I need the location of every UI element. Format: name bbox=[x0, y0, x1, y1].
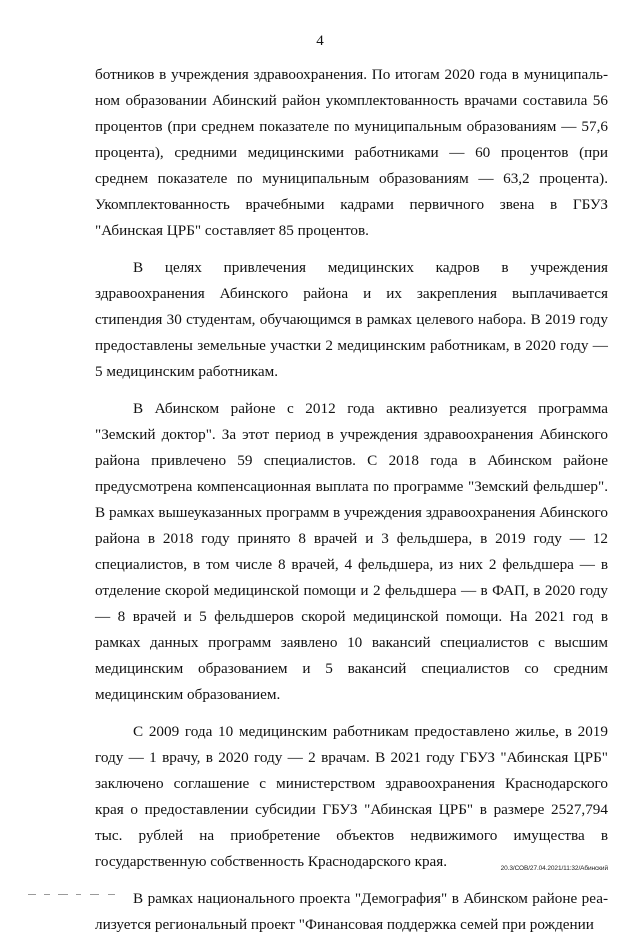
document-registration-code: 20.3/СОВ/27.04.2021/11:32/Абинский bbox=[500, 865, 608, 872]
paragraph-housing: С 2009 года 10 медицинским работникам предоставлено жилье, в 2019 году — 1 врачу, в 2020 году — 2 врачам. В 2021 году ГБУЗ "Абинская ЦРБ" заключено соглашение с министерством здравоохранения Краснодарского края о предоставлении субсидии ГБУЗ "Абинская ЦРБ" в размере 2527,794 тыс. рублей на приобретение объектов недвижимого имущества в государственную собственность Краснодарского края. bbox=[95, 723, 608, 870]
page-number: 4 bbox=[316, 33, 324, 49]
paragraph-demography: В рамках национального проекта "Демография" в Абинском районе реализуется региональный проект "Финансовая поддержка семей при рождении bbox=[95, 890, 608, 933]
document-body bbox=[95, 62, 608, 949]
paragraph-staffing: ботников в учреждения здравоохранения. По итогам 2020 года в муниципальном образовании Абинский район укомплектованность врачами составила 56 процентов (при среднем показателе по муниципальным образованиям — 57,6 процента), средними медицинскими работниками — 60 процентов (при среднем показателе по муниципальным образованиям — 63,2 процента). Укомплектованность врачебными кадрами первичного звена в ГБУЗ "Абинская ЦРБ" составляет 85 процентов. bbox=[95, 66, 608, 239]
paragraph-zemsky-doctor: В Абинском районе с 2012 года активно реализуется программа "Земский доктор". За этот период в учреждения здравоохранения Абинского района привлечено 59 специалистов. С 2018 года в Абинском районе предусмотрена компенсационная выплата по программе "Земский фельдшер". В рамках вышеуказанных программ в учреждения здравоохранения Абинского района в 2018 году принято 8 врачей и 3 фельдшера, в 2019 году — 12 специалистов, в том числе 8 врачей, 4 фельдшера, из них 2 фельдшера — в отделение скорой медицинской помощи и 2 фельдшера — в ФАП, в 2020 году — 8 врачей и 5 фельдшеров скорой медицинской помощи. На 2021 год в рамках данных программ заявлено 10 вакансий специалистов с высшим медицинским образованием и 5 вакансий специалистов со средним медицинским образованием. bbox=[95, 400, 608, 703]
paragraph-stipends: В целях привлечения медицинских кадров в учреждения здравоохранения Абинского района и их закрепления выплачивается стипендия 30 студентам, обучающимся в рамках целевого набора. В 2019 году предоставлены земельные участки 2 медицинским работникам, в 2020 году — 5 медицинским работникам. bbox=[95, 259, 608, 380]
scan-artifact bbox=[28, 893, 148, 897]
